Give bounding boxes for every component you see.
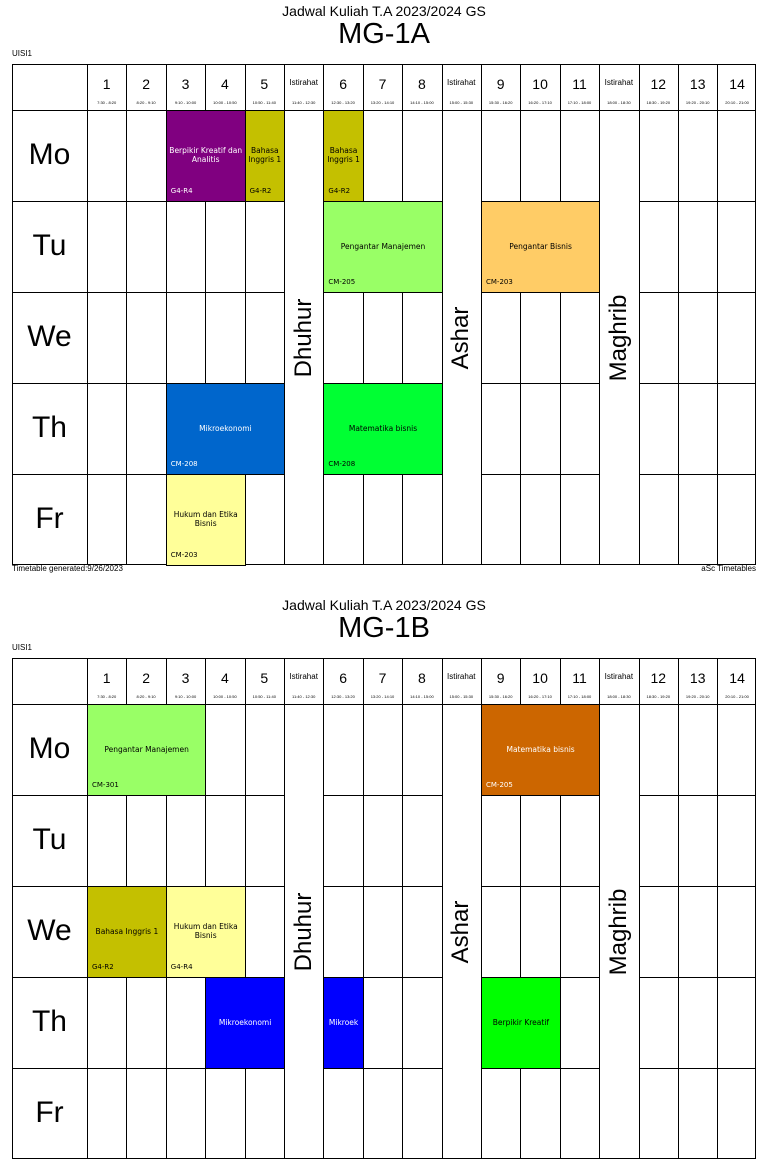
column-header-period: 8 [417,76,426,92]
lesson-room: CM-208 [170,460,198,468]
lesson-subject: Hukum dan Etika Bisnis [173,510,238,529]
column-time: 20:10 - 21:00 [725,100,749,105]
lesson-room: CM-208 [328,460,356,468]
column-time: 16:20 - 17:10 [528,694,552,699]
lesson-card [323,383,442,475]
column-divider [323,658,324,1159]
column-header-period: 1 [102,76,111,92]
column-header-period: 10 [532,670,548,686]
column-time: 18:00 - 18:30 [607,694,631,699]
column-time: 14:10 - 15:00 [410,694,434,699]
lesson-card [166,886,246,978]
column-time: 9:10 - 10:00 [174,694,197,699]
column-divider [639,64,640,565]
column-time: 8:20 - 9:10 [136,100,156,105]
column-divider [678,658,679,1159]
column-header-break: Istirahat [447,672,476,681]
column-time: 15:00 - 15:30 [449,100,474,105]
column-time: 19:20 - 20:10 [685,100,710,105]
lesson-subject: Hukum dan Etika Bisnis [173,922,238,941]
day-label: Fr [35,1096,64,1129]
column-header-period: 10 [532,76,548,92]
day-label: Mo [28,138,71,171]
column-divider [126,64,127,565]
timetable-mg-1b [0,594,768,1129]
column-divider [481,64,482,565]
column-time: 10:00 - 10:50 [213,100,237,105]
day-label: Tu [32,229,67,262]
header-divider [12,110,756,111]
column-divider [560,64,561,565]
column-divider [717,658,718,1159]
column-header-period: 2 [142,76,150,92]
column-time: 14:10 - 15:00 [410,100,434,105]
column-time: 17:10 - 18:00 [567,694,592,699]
lesson-subject: Bahasa Inggris 1 [95,927,159,937]
lesson-card [87,886,167,978]
break-label: Ashar [447,900,475,963]
column-header-period: 4 [220,670,229,686]
column-header-period: 13 [689,670,706,686]
column-header-period: 5 [260,76,269,92]
column-header-break: Istirahat [289,672,318,681]
column-header-period: 6 [339,670,347,686]
row-divider [12,1068,756,1069]
day-label: We [27,914,72,947]
timetable-subtitle: Jadwal Kuliah T.A 2023/2024 GS [282,3,486,19]
lesson-card [323,201,442,293]
column-time: 20:10 - 21:00 [725,694,749,699]
column-header-period: 9 [496,670,505,686]
timetable-grid [12,658,756,1159]
class-title: MG-1B [338,612,430,644]
column-header-break: Istirahat [289,78,318,87]
lesson-card [245,110,285,202]
lesson-card [166,110,246,202]
timetable-grid [12,64,756,565]
day-label: We [27,320,72,353]
column-time: 18:00 - 18:30 [607,100,631,105]
column-header-period: 11 [572,76,587,92]
break-label: Dhuhur [289,298,317,377]
column-time: 11:40 - 12:30 [292,694,316,699]
column-time: 12:30 - 13:20 [331,694,355,699]
column-time: 7:30 - 8:20 [97,694,117,699]
column-time: 18:30 - 19:20 [646,694,671,699]
column-header-period: 5 [260,670,269,686]
lesson-subject: Pengantar Manajemen [104,745,189,755]
column-header-period: 14 [729,670,745,686]
column-time: 17:10 - 18:00 [567,100,592,105]
column-header-period: 8 [417,670,426,686]
lesson-subject: Berpikir Kreatif dan Analitis [169,146,243,165]
column-header-period: 7 [378,670,387,686]
column-divider [402,64,403,565]
column-header-period: 1 [102,670,111,686]
column-divider [717,64,718,565]
column-time: 10:50 - 11:40 [252,694,276,699]
school-name: UISI1 [12,49,33,58]
column-header-period: 3 [181,670,190,686]
lesson-subject: Mikroek [328,1018,359,1028]
day-label: Th [31,411,67,444]
column-header-break: Istirahat [604,78,634,87]
column-header-period: 9 [496,76,505,92]
column-time: 13:20 - 14:10 [370,100,395,105]
column-time: 15:30 - 16:20 [488,694,513,699]
column-time: 15:30 - 16:20 [488,100,513,105]
lesson-subject: Pengantar Manajemen [340,242,426,252]
lesson-subject: Matematika bisnis [348,424,418,434]
software-credit: aSc Timetables [701,564,756,573]
lesson-card [323,977,363,1069]
column-header-period: 12 [650,670,667,686]
timetable-header [0,3,768,49]
timetable-subtitle: Jadwal Kuliah T.A 2023/2024 GS [282,597,486,613]
column-time: 16:20 - 17:10 [528,100,552,105]
column-divider [520,64,521,565]
column-time: 7:30 - 8:20 [97,100,117,105]
day-column-divider [87,64,88,565]
column-time: 18:30 - 19:20 [646,100,671,105]
lesson-room: G4-R4 [170,187,193,195]
lesson-subject: Pengantar Bisnis [509,242,572,252]
day-label: Th [31,1005,67,1038]
column-header-period: 7 [378,76,387,92]
column-time: 19:20 - 20:10 [685,694,710,699]
column-time: 15:00 - 15:30 [449,694,474,699]
column-header-period: 11 [572,670,587,686]
column-header-break: Istirahat [447,78,476,87]
column-time: 10:00 - 10:50 [213,694,237,699]
column-time: 8:20 - 9:10 [136,694,156,699]
column-header-period: 3 [181,76,190,92]
column-time: 12:30 - 13:20 [331,100,355,105]
class-title: MG-1A [338,18,430,50]
lesson-room: G4-R4 [170,963,193,971]
day-label: Fr [35,502,64,535]
column-time: 9:10 - 10:00 [174,100,197,105]
lesson-card [166,383,285,475]
lesson-subject: Bahasa Inggris 1 [327,146,360,165]
lesson-subject: Mikroekonomi [218,1018,272,1028]
lesson-card [166,474,246,566]
lesson-room: CM-205 [486,781,513,789]
break-label: Dhuhur [289,892,317,971]
column-divider [678,64,679,565]
lesson-subject: Berpikir Kreatif [492,1018,550,1028]
grid-border [12,64,756,565]
lesson-card [323,110,363,202]
timetable-header [0,597,768,643]
lesson-room: G4-R2 [328,187,351,195]
lesson-card [481,201,600,293]
column-time: 13:20 - 14:10 [370,694,395,699]
lesson-subject: Matematika bisnis [506,745,575,755]
lesson-room: CM-203 [170,551,198,559]
day-label: Mo [28,732,71,765]
break-label: Maghrib [604,888,632,975]
lesson-subject: Bahasa Inggris 1 [248,146,282,165]
lesson-card [205,977,285,1069]
lesson-card [481,704,600,796]
lesson-room: G4-R2 [249,187,272,195]
column-time: 11:40 - 12:30 [292,100,316,105]
day-label: Tu [32,823,67,856]
break-label: Ashar [447,306,475,369]
lesson-card [481,977,561,1069]
column-time: 10:50 - 11:40 [252,100,276,105]
school-name: UISI1 [12,643,33,652]
column-header-period: 4 [220,76,229,92]
lesson-subject: Mikroekonomi [199,424,252,434]
lesson-room: G4-R2 [92,963,114,971]
column-header-period: 13 [689,76,706,92]
column-divider [363,658,364,1159]
lesson-room: CM-205 [328,278,356,286]
column-header-period: 14 [729,76,745,92]
lesson-card [87,704,206,796]
column-header-period: 6 [339,76,347,92]
lesson-room: CM-203 [486,278,513,286]
break-label: Maghrib [604,294,632,381]
column-header-period: 12 [650,76,667,92]
lesson-room: CM-301 [92,781,119,789]
generated-note: Timetable generated:9/26/2023 [12,564,123,573]
column-divider [639,658,640,1159]
column-divider [402,658,403,1159]
column-header-break: Istirahat [604,672,634,681]
column-header-period: 2 [142,670,150,686]
